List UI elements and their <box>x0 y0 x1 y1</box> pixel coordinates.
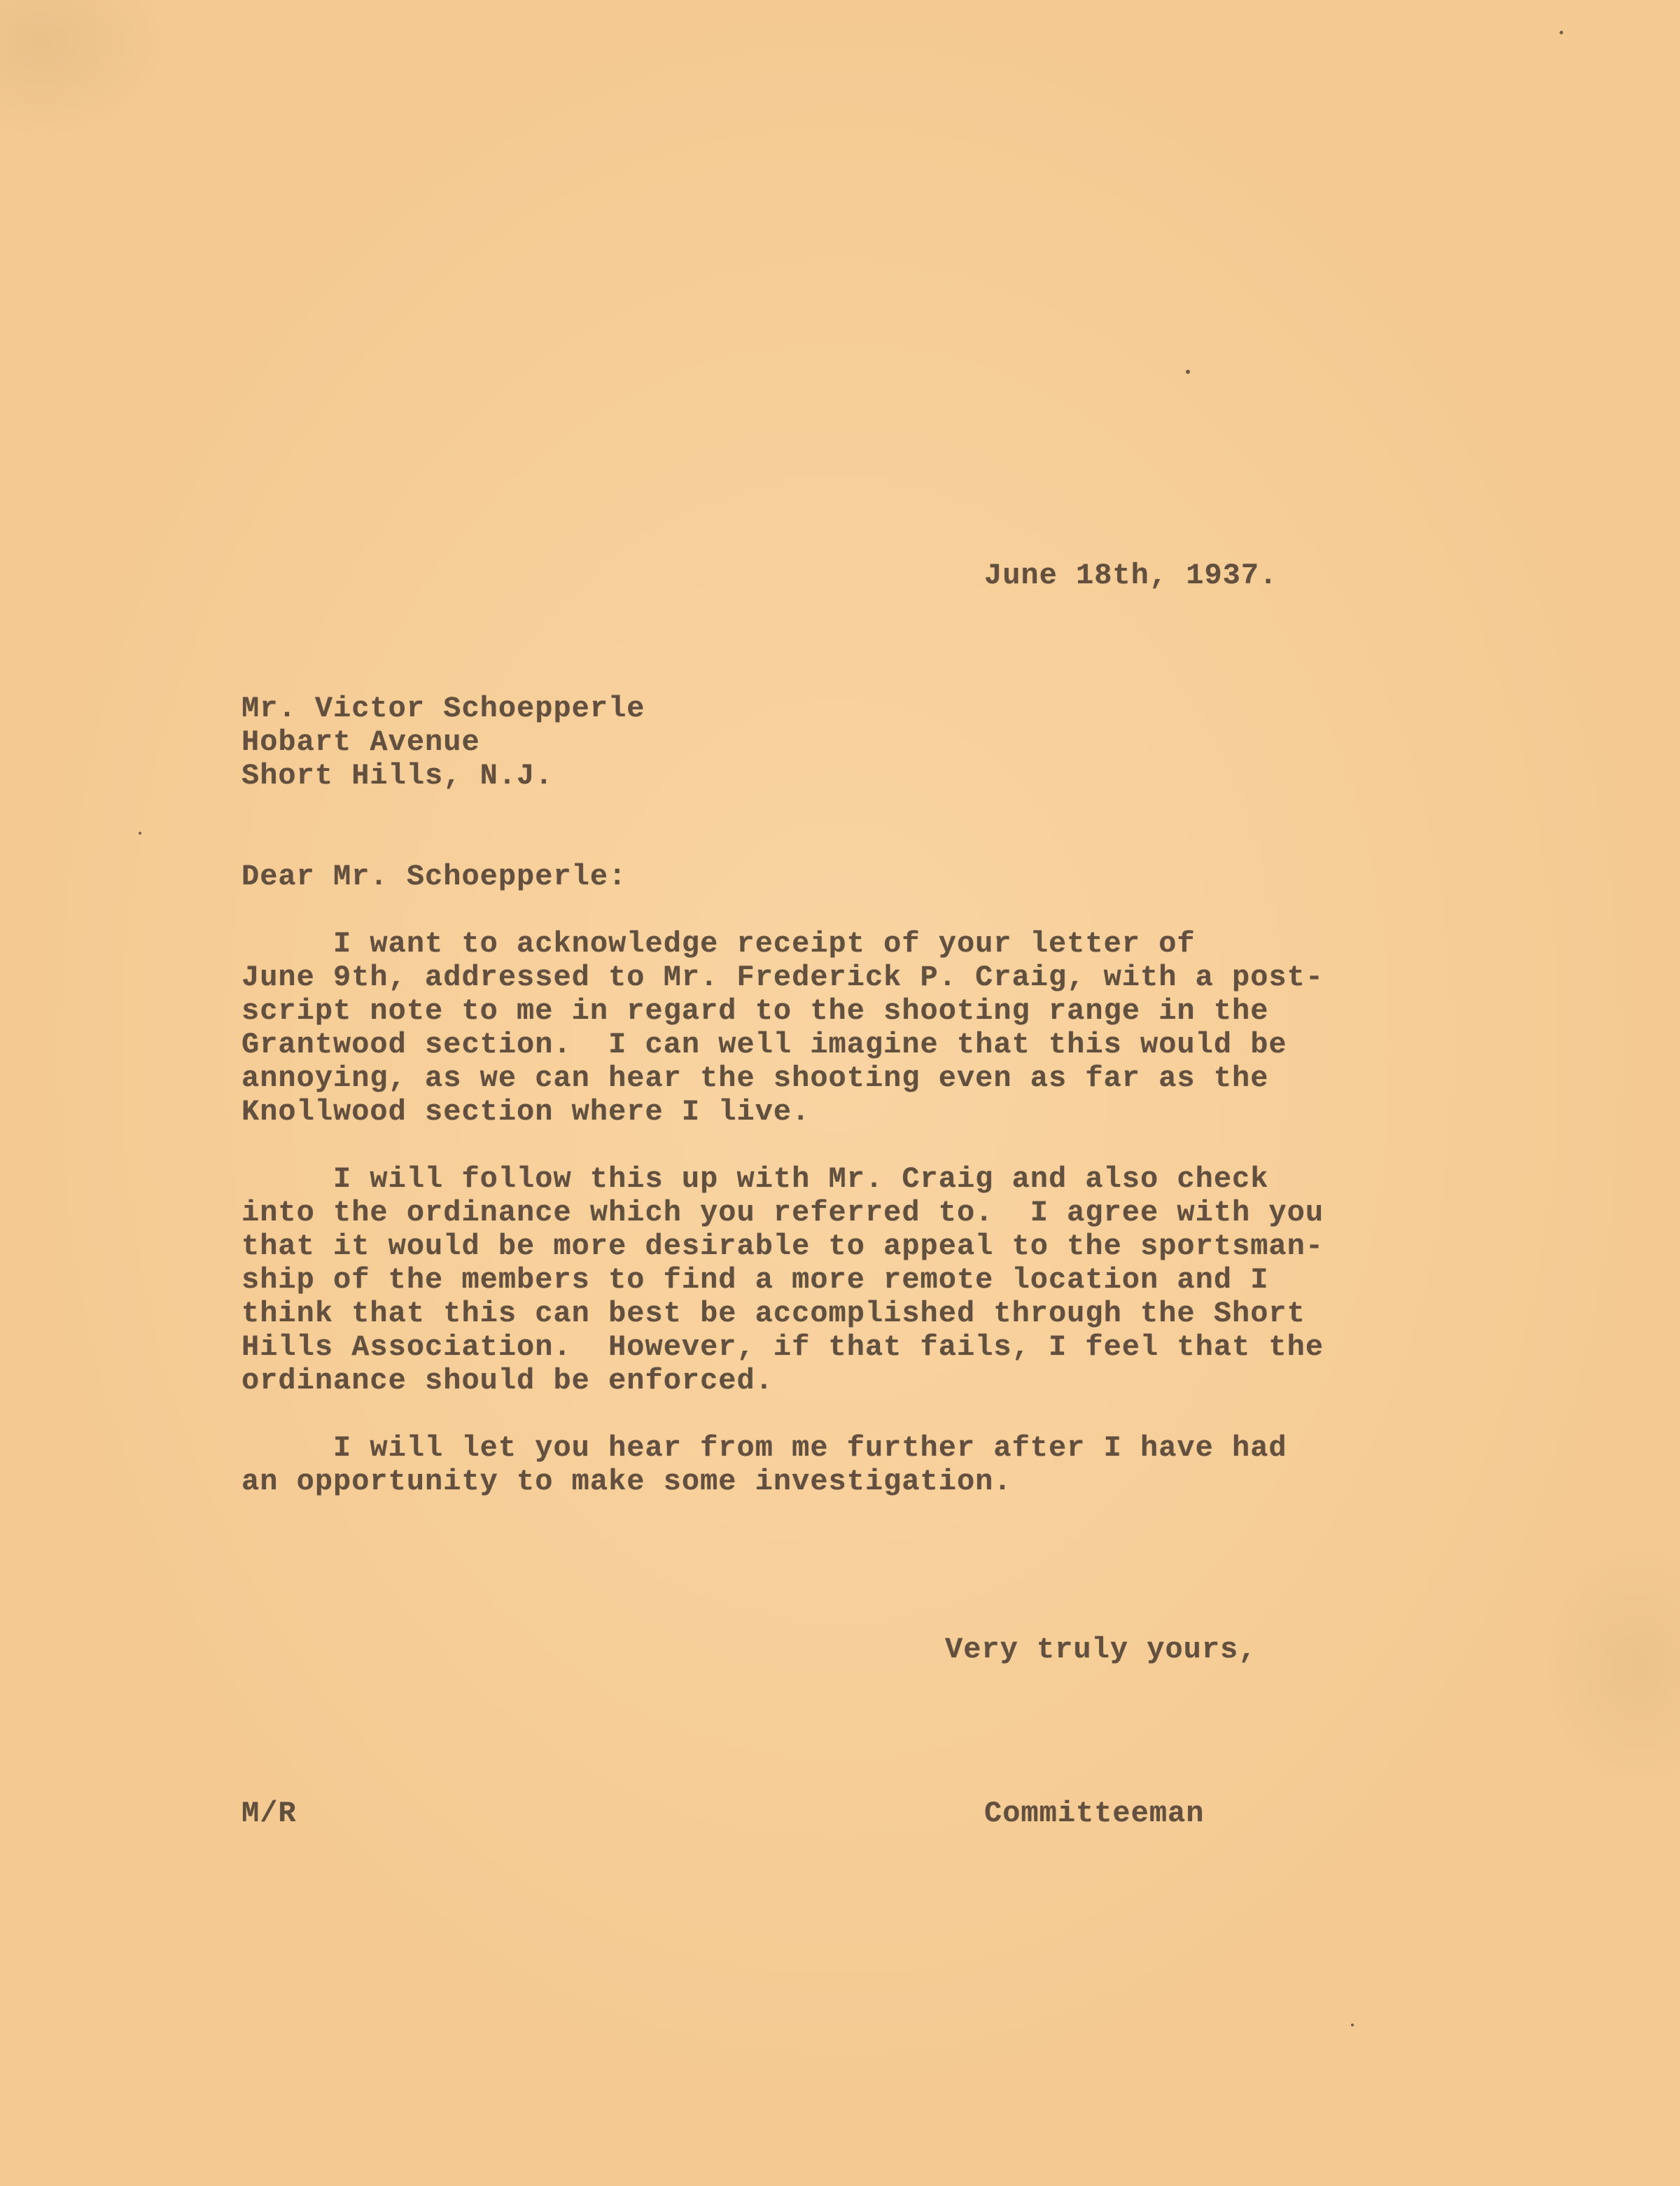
paragraph-line: I want to acknowledge receipt of your letter of <box>241 927 1196 961</box>
paper-speck <box>139 832 141 835</box>
paragraph-line: I will let you hear from me further after I have had <box>241 1431 1287 1465</box>
body-paragraph-3 <box>241 1431 1432 1498</box>
paragraph-line: into the ordinance which you referred to. I agree with you <box>241 1196 1324 1230</box>
reference-initials: M/R <box>241 1797 297 1830</box>
paragraph-line: Grantwood section. I can well imagine that this would be <box>241 1028 1287 1061</box>
salutation: Dear Mr. Schoepperle: <box>241 860 627 893</box>
body-paragraph-2 <box>241 1162 1432 1398</box>
signature-title: Committeeman <box>984 1797 1205 1830</box>
recipient-street: Hobart Avenue <box>241 725 480 759</box>
paper-speck <box>1351 2024 1354 2026</box>
paragraph-line: ordinance should be enforced. <box>241 1364 774 1398</box>
paper-speck <box>1186 370 1190 374</box>
complimentary-close: Very truly yours, <box>945 1633 1257 1666</box>
paragraph-line: think that this can best be accomplished through the Short <box>241 1297 1306 1330</box>
paper-speck <box>1560 31 1563 34</box>
paragraph-line: that it would be more desirable to appeal to the sportsman- <box>241 1230 1324 1263</box>
paragraph-line: June 9th, addressed to Mr. Frederick P. Craig, with a post- <box>241 961 1324 994</box>
letter-date: June 18th, 1937. <box>984 559 1278 592</box>
paragraph-line: script note to me in regard to the shooting range in the <box>241 994 1269 1028</box>
paragraph-line: annoying, as we can hear the shooting even as far as the <box>241 1061 1269 1095</box>
paragraph-line: ship of the members to find a more remote location and I <box>241 1263 1269 1297</box>
paragraph-line: Knollwood section where I live. <box>241 1095 811 1129</box>
body-paragraph-1 <box>241 927 1432 1129</box>
paragraph-line: an opportunity to make some investigation. <box>241 1465 1012 1498</box>
paragraph-line: Hills Association. However, if that fails, I feel that the <box>241 1330 1324 1364</box>
recipient-name: Mr. Victor Schoepperle <box>241 692 645 725</box>
recipient-city: Short Hills, N.J. <box>241 759 554 793</box>
paragraph-line: I will follow this up with Mr. Craig and also check <box>241 1162 1269 1196</box>
